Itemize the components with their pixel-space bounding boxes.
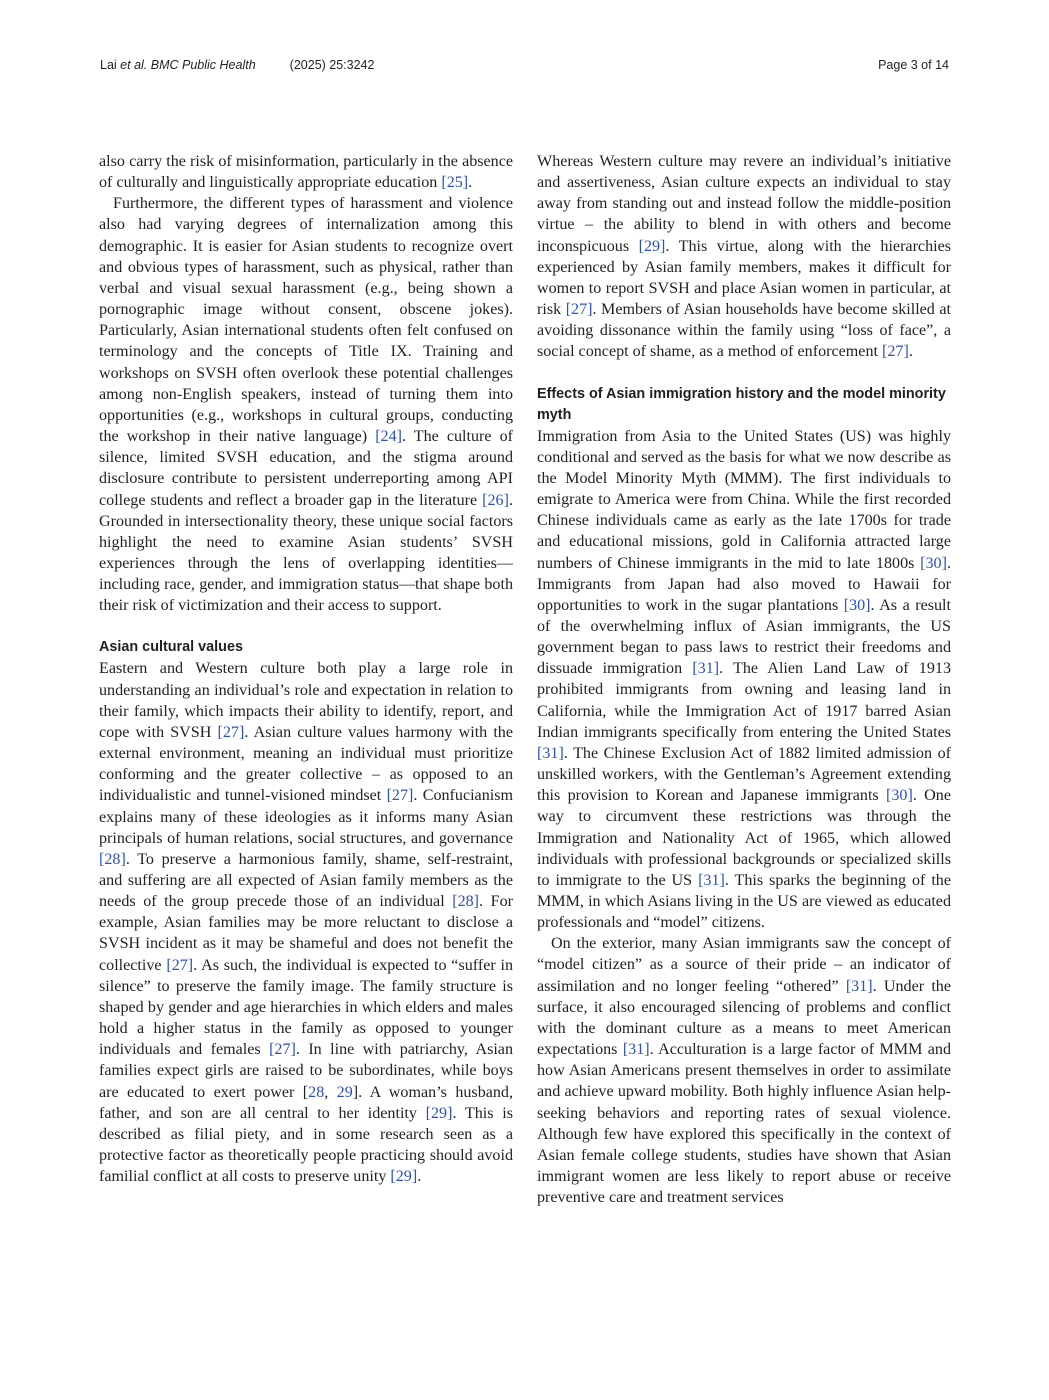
et-al: et al. <box>120 58 148 72</box>
section-heading: Asian cultural values <box>99 639 243 656</box>
body-paragraph: Whereas Western culture may revere an individual’s initiative and assertiveness, Asian culture expects an individual to stay away from standing out and instead follow the middle-position virtue – the ability to blend in with others and become inconspicuous [29]. This virtue, along with the hierarchies experienced by Asian family members, makes it difficult for women to report SVSH and place Asian women in particular, at risk [27]. Members of Asian households have become skilled at avoiding dissonance within the family using “loss of face”, a social concept of shame, as a method of enforcement [27]. <box>537 153 952 361</box>
body-paragraph: On the exterior, many Asian immigrants saw the concept of “model citizen” as a source of their pride – an indicator of assimilation and no longer feeling “othered” [31]. Under the surface, it also encouraged silencing of problems and conflict with the dominant culture as a means to meet American expectations [31]. Acculturation is a large factor of MMM and how Asian Americans present themselves in order to assimilate and achieve upward mobility. Both highly influence Asian help-seeking behaviors and reporting rates of sexual violence. Although few have explored this specifically in the context of Asian female college students, studies have shown that Asian immigrant women are less likely to report abuse or receive preventive care and treatment services <box>537 935 952 1207</box>
citation-link[interactable]: [29] <box>425 1104 453 1122</box>
citation-link[interactable]: [30] <box>920 554 947 572</box>
citation-link[interactable]: [28] <box>452 893 480 911</box>
citation-info: (2025) 25:3242 <box>289 58 375 72</box>
citation-link[interactable]: [24] <box>375 428 403 446</box>
citation-link[interactable]: 29 <box>336 1083 353 1101</box>
right-column <box>537 151 951 1208</box>
citation-link[interactable]: [27] <box>166 956 194 974</box>
body-paragraph: Immigration from Asia to the United States (US) was highly conditional and served as the basis for what we now describe as the Model Minority Myth (MMM). The first individuals to emigrate to America were from China. While the first recorded Chinese individuals came as early as the late 1700s for trade and educational missions, gold in California attracted large numbers of Chinese immigrants in the mid to late 1800s [30]. Immigrants from Japan had also moved to Hawaii for opportunities to work in the sugar plantations [30]. As a result of the overwhelming influx of Asian immigrants, the US government began to pass laws to restrict their freedoms and dissuade immigration [31]. The Alien Land Law of 1913 prohibited immigrants from owning and leasing land in California, while the Immigration Act of 1917 barred Asian Indian immigrants specifically from entering the United States [31]. The Chinese Exclusion Act of 1882 limited admission of unskilled workers, with the Gentleman’s Agreement extending this provision to Korean and Japanese immigrants [30]. One way to circumvent these restrictions was through the Immigration and Nationality Act of 1965, which allowed individuals with professional backgrounds or specialized skills to immigrate to the US [31]. This sparks the beginning of the MMM, in which Asians living in the US are viewed as educated professionals and “model” citizens. <box>537 427 951 932</box>
citation-link[interactable]: [31] <box>698 871 725 889</box>
author-names: Lai <box>100 58 117 72</box>
citation-link[interactable]: [27] <box>217 723 245 741</box>
citation-link[interactable]: [29] <box>390 1168 418 1186</box>
citation-link[interactable]: [31] <box>537 744 564 762</box>
citation-link[interactable]: [26] <box>482 491 509 509</box>
section-heading: Effects of Asian immigration history and the model minority myth <box>537 385 946 423</box>
citation-link[interactable]: [29] <box>638 237 666 255</box>
body-paragraph: Eastern and Western culture both play a large role in understanding an individual’s role and expectation in relation to their family, which impacts their ability to identify, report, and cope with SVSH [27]. Asian culture values harmony with the external environment, meaning an individual must prioritize conforming and the greater collective – as opposed to an individualistic and tunnel-visioned mindset [27]. Confucianism explains many of these ideologies as it informs many Asian principals of human relations, social structures, and governance [28]. To preserve a harmonious family, shame, self-restraint, and suffering are all expected of Asian family members as the needs of the group precede those of an individual [28]. For example, Asian families may be more reluctant to disclose a SVSH incident as it may be shameful and does not benefit the collective [27]. As such, the individual is expected to “suffer in silence” to preserve the family image. The family structure is shaped by gender and age hierarchies in which elders and males hold a higher status in the family as opposed to younger individuals and females [27]. In line with patriarchy, Asian families expect girls are raised to be subordinates, while boys are educated to exert power [28, 29]. A woman’s husband, father, and son are all central to her identity [29]. This is described as filial piety, and in some research seen as a protective factor as theoretically people practicing should avoid familial conflict at all costs to preserve unity [29]. <box>99 660 513 1186</box>
citation-link[interactable]: 28 <box>308 1083 325 1101</box>
citation-link[interactable]: [30] <box>886 787 913 805</box>
body-paragraph: Furthermore, the different types of harassment and violence also had varying degrees of internalization among this demographic. It is easier for Asian students to recognize overt and obvious types of harassment, such as physical, rather than verbal and visual sexual harassment (e.g., being shown a pornographic image without consent, obscene jokes). Particularly, Asian international students often felt confused on terminology and the concepts of Title IX. Training and workshops on SVSH often overlook these potential challenges among non-English speakers, instead of turning them into opportunities (e.g., workshops in cultural groups, conducting the workshop in their native language) [24]. The culture of silence, limited SVSH education, and the stigma around disclosure contribute to persistent underreporting among API college students and reflect a broader gap in the literature [26]. Grounded in intersectionality theory, these unique social factors highlight the need to examine Asian students’ SVSH experiences through the lens of overlapping identities—including race, gender, and immigration status—that shape both their risk of victimization and their access to support. <box>99 195 513 615</box>
citation-link[interactable]: [31] <box>692 660 720 678</box>
citation-link[interactable]: [30] <box>843 596 871 614</box>
citation-link[interactable]: [31] <box>622 1041 650 1059</box>
page-number: Page 3 of 14 <box>878 58 949 72</box>
citation-link[interactable]: [27] <box>269 1041 296 1059</box>
body-paragraph: also carry the risk of misinformation, particularly in the absence of culturally and linguistically appropriate education [25]. <box>99 153 513 192</box>
page-header <box>100 58 949 78</box>
citation-link[interactable]: [25] <box>441 174 469 192</box>
citation-link[interactable]: [28] <box>99 850 126 868</box>
citation-link[interactable]: [31] <box>845 977 873 995</box>
citation-link[interactable]: [27] <box>565 301 593 319</box>
left-column <box>99 151 513 1187</box>
citation-link[interactable]: [27] <box>386 787 414 805</box>
running-head <box>100 58 374 72</box>
citation-link[interactable]: [27] <box>882 343 909 361</box>
journal-name: BMC Public Health <box>150 58 256 72</box>
